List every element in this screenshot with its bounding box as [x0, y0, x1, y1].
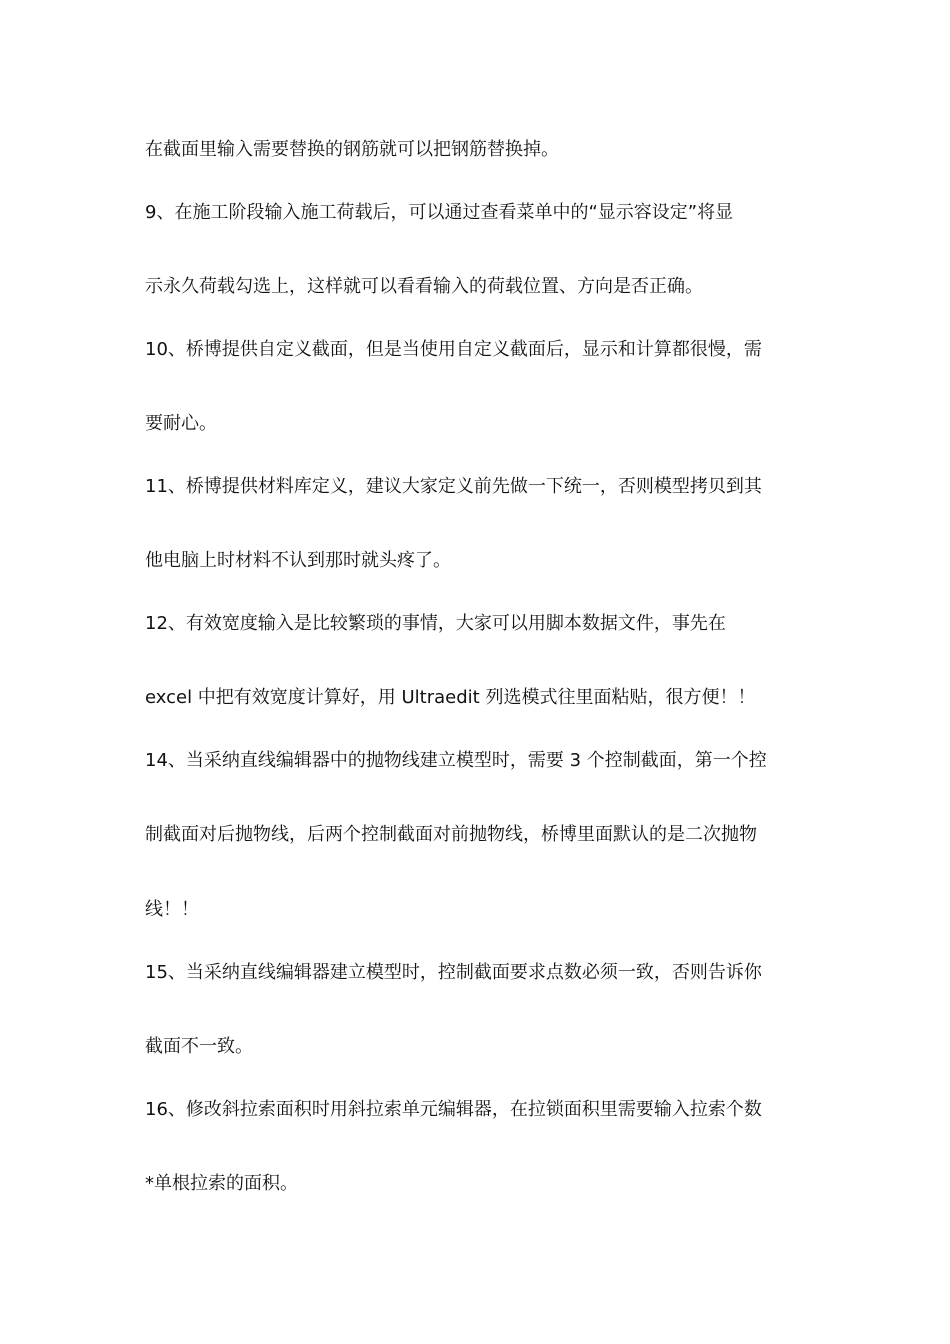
text-line-16: *单根拉索的面积。 [145, 1173, 298, 1194]
text-line-7: 他电脑上时材料不认到那时就头疼了。 [145, 550, 451, 571]
text-line-5: 要耐心。 [145, 413, 217, 434]
text-line-8: 12、有效宽度输入是比较繁琐的事情，大家可以用脚本数据文件，事先在 [145, 613, 726, 634]
text-line-3: 示永久荷载勾选上，这样就可以看看输入的荷载位置、方向是否正确。 [145, 276, 703, 297]
text-line-13: 15、当采纳直线编辑器建立模型时，控制截面要求点数必须一致，否则告诉你 [145, 962, 762, 983]
text-line-2: 9、在施工阶段输入施工荷载后，可以通过查看菜单中的“显示容设定”将显 [145, 202, 734, 223]
text-line-10: 14、当采纳直线编辑器中的抛物线建立模型时，需要 3 个控制截面，第一个控 [145, 750, 767, 771]
text-line-11: 制截面对后抛物线，后两个控制截面对前抛物线，桥博里面默认的是二次抛物 [145, 824, 757, 845]
text-line-1: 在截面里输入需要替换的钢筋就可以把钢筋替换掉。 [145, 139, 559, 160]
text-line-6: 11、桥博提供材料库定义，建议大家定义前先做一下统一，否则模型拷贝到其 [145, 476, 762, 497]
text-line-4: 10、桥博提供自定义截面，但是当使用自定义截面后，显示和计算都很慢，需 [145, 339, 762, 360]
text-line-9: excel 中把有效宽度计算好，用 Ultraedit 列选模式往里面粘贴，很方便！！ [145, 687, 756, 708]
text-line-14: 截面不一致。 [145, 1036, 253, 1057]
text-line-12: 线！！ [145, 899, 199, 920]
text-line-15: 16、修改斜拉索面积时用斜拉索单元编辑器，在拉锁面积里需要输入拉索个数 [145, 1099, 762, 1120]
